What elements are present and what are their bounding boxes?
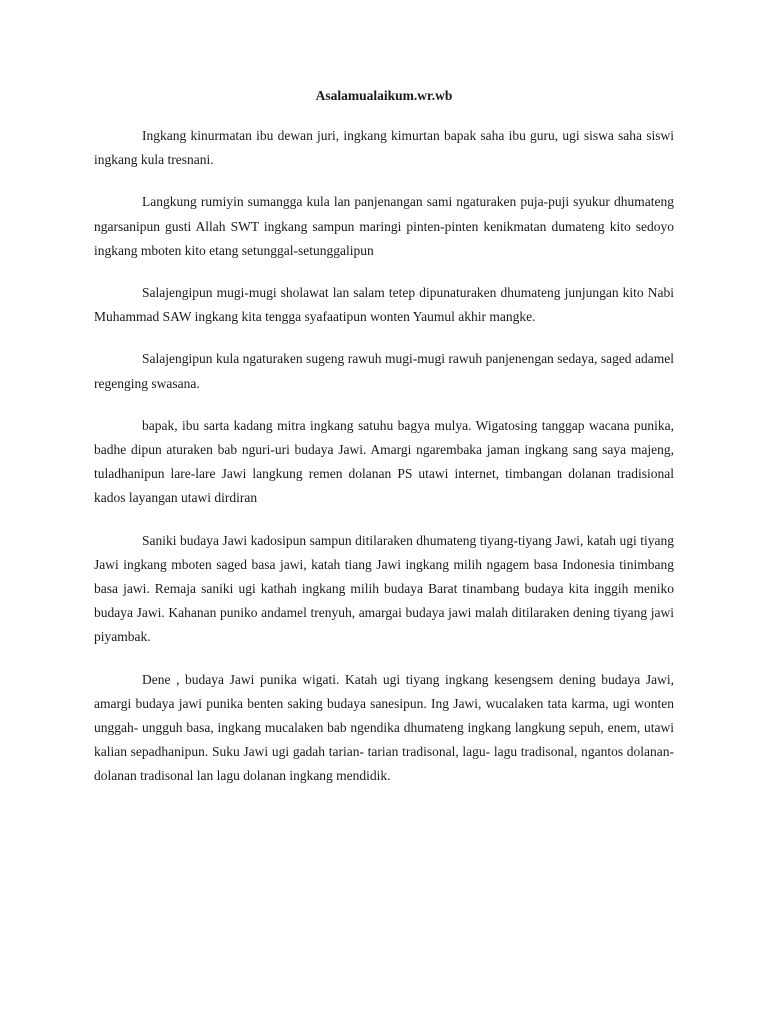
paragraph-importance: Dene , budaya Jawi punika wigati. Katah ugi tiyang ingkang kesengsem dening budaya Jawi, amargi budaya jawi punika benten saking budaya sanesipun. Ing Jawi, wucalaken tata karma, ugi wonten unggah- ungguh basa, ingkang mucalaken bab ngendika dhumateng ingkang langkung sepuh, enem, utawi kalian sepadhanipun. Suku Jawi ugi gadah tarian- tarian tradisonal, lagu- lagu tradisonal, ngantos dolanan- dolanan tradisonal lan lagu dolanan ingkang mendidik. xyxy=(94,671,674,784)
document-title: Asalamualaikum.wr.wb xyxy=(315,88,453,103)
paragraph-gratitude: Langkung rumiyin sumangga kula lan panjenangan sami ngaturaken puja-puji syukur dhumateng ngarsanipun gusti Allah SWT ingkang sampun maringi pinten-pinten kenikmatan dumateng kito sedoyo ingkang mboten kito etang setunggal-setunggalipun xyxy=(94,194,674,258)
paragraph-sholawat: Salajengipun mugi-mugi sholawat lan salam tetep dipunaturaken dhumateng junjungan kito Nabi Muhammad SAW ingkang kita tengga syafaatipun wonten Yaumul akhir mangke. xyxy=(94,285,674,325)
paragraph-greeting: Ingkang kinurmatan ibu dewan juri, ingkang kimurtan bapak saha ibu guru, ugi siswa saha siswi ingkang kula tresnani. xyxy=(94,128,674,168)
paragraph-topic: bapak, ibu sarta kadang mitra ingkang satuhu bagya mulya. Wigatosing tanggap wacana punika, badhe dipun aturaken bab nguri-uri budaya Jawi. Amargi ngarembaka jaman ingkang sang saya majeng, tuladhanipun lare-lare Jawi langkung remen dolanan PS utawi internet, timbangan dolanan tradisional kados layangan utawi dirdiran xyxy=(94,417,674,506)
document-page xyxy=(94,84,674,807)
paragraph-current-state: Saniki budaya Jawi kadosipun sampun ditilaraken dhumateng tiyang-tiyang Jawi, katah ugi tiyang Jawi ingkang mboten saged basa jawi, katah tiang Jawi ingkang milih ngagem basa Indonesia tinimbang basa jawi. Remaja saniki ugi kathah ingkang milih budaya Barat tinambang budaya kita inggih meniko budaya Jawi. Kahanan puniko andamel trenyuh, amargai budaya jawi malah ditilaraken dening tiyang jawi piyambak. xyxy=(94,532,674,645)
paragraph-welcome: Salajengipun kula ngaturaken sugeng rawuh mugi-mugi rawuh panjenengan sedaya, saged adamel regenging swasana. xyxy=(94,351,674,391)
